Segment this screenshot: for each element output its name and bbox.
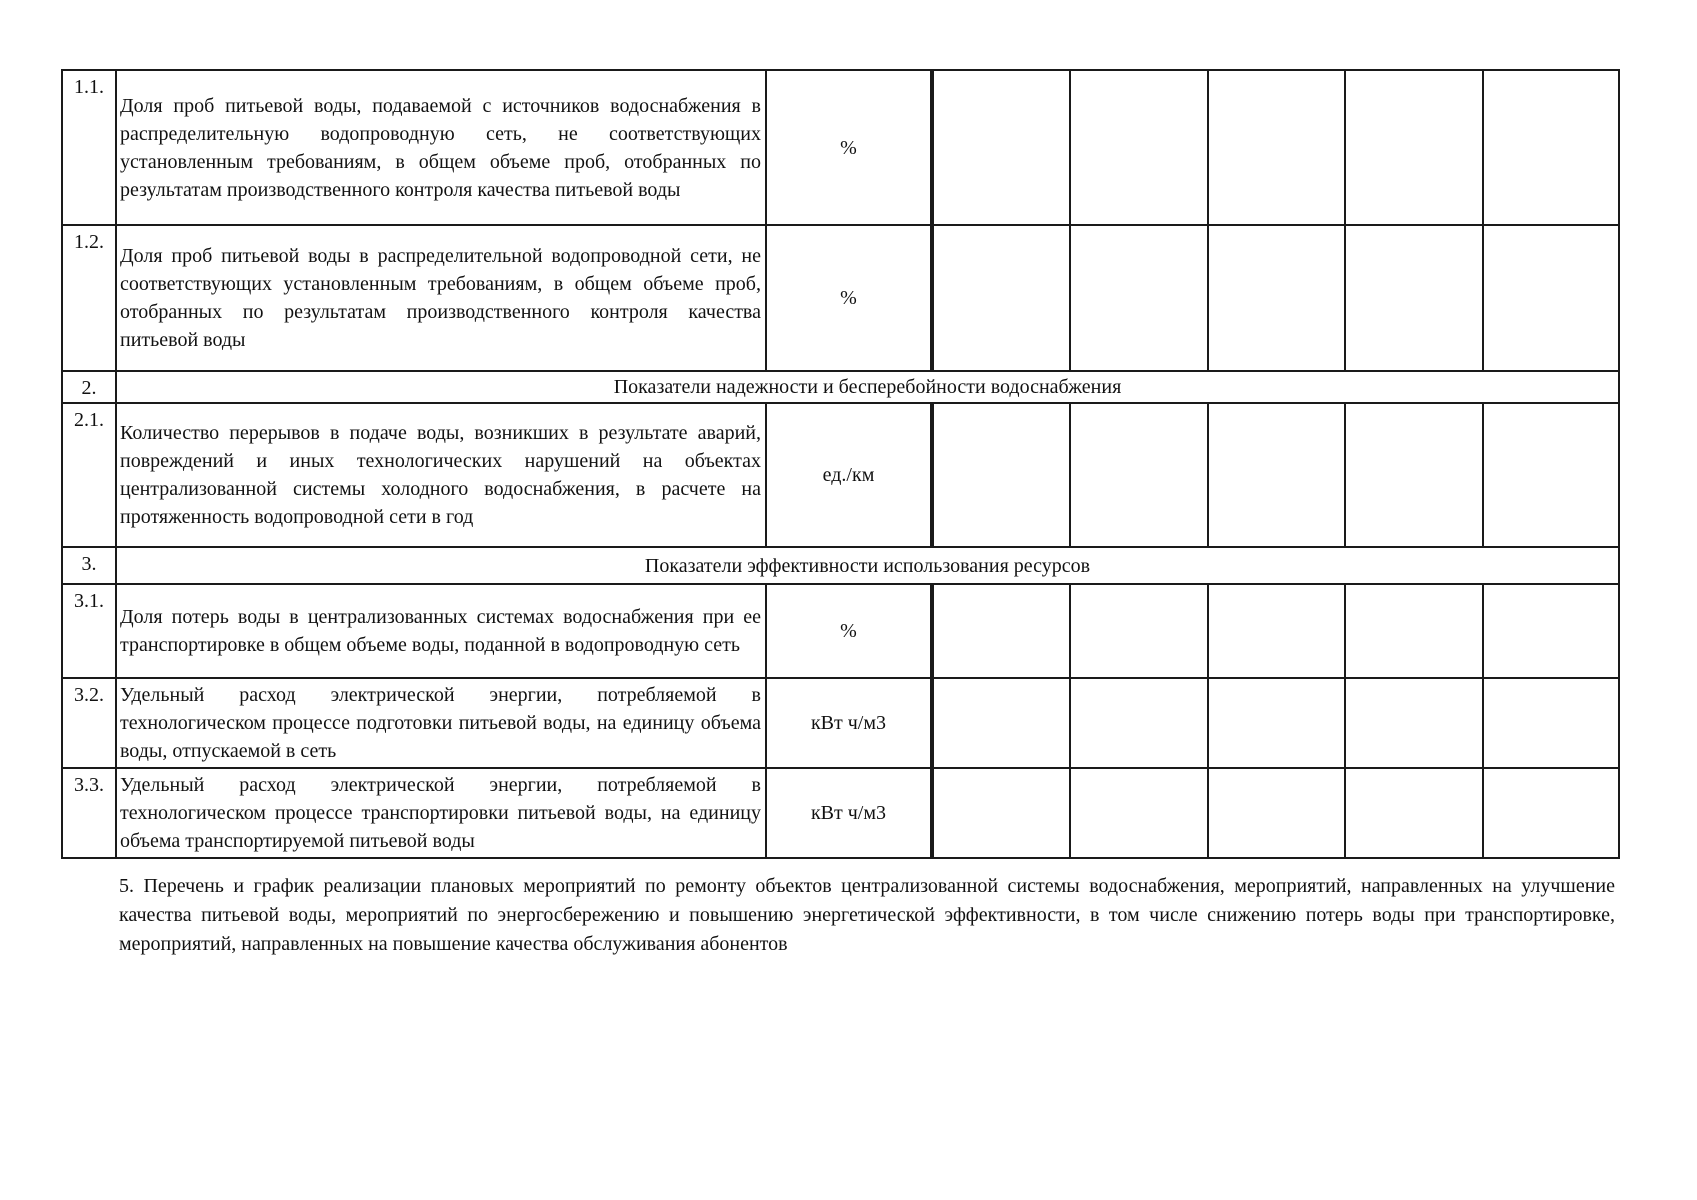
value-cell <box>933 225 1070 371</box>
row-number: 3.3. <box>62 768 116 858</box>
unit-of-measure: кВт ч/м3 <box>766 678 931 768</box>
value-cell <box>933 678 1070 768</box>
indicator-description: Доля потерь воды в централизованных системах водоснабжения при ее транспортировке в общем объеме воды, поданной в водопроводную сеть <box>116 584 766 678</box>
value-cell <box>1208 225 1345 371</box>
value-cell <box>1345 70 1483 225</box>
value-cell <box>1483 584 1619 678</box>
section-title: Показатели надежности и бесперебойности водоснабжения <box>116 371 1619 403</box>
row-number: 3.2. <box>62 678 116 768</box>
value-cell <box>1208 70 1345 225</box>
value-cell <box>1345 678 1483 768</box>
section-header-row <box>62 547 1619 584</box>
value-cell <box>1070 678 1208 768</box>
value-cell <box>1070 768 1208 858</box>
value-cell <box>933 584 1070 678</box>
row-number: 3.1. <box>62 584 116 678</box>
value-cell <box>1208 678 1345 768</box>
value-cell <box>1483 678 1619 768</box>
value-cell <box>1070 225 1208 371</box>
value-cell <box>1208 584 1345 678</box>
value-cell <box>933 768 1070 858</box>
section-number: 3. <box>62 547 116 584</box>
section-5-paragraph: 5. Перечень и график реализации плановых мероприятий по ремонту объектов централизованной системы водоснабжения, мероприятий, направленных на улучшение качества питьевой воды, мероприятий по энергосбережению и повышению энергетической эффективности, в том числе снижению потерь воды при транспортировке, мероприятий, направленных на повышение качества обслуживания абонентов <box>119 875 1615 955</box>
value-cell <box>1070 584 1208 678</box>
value-cell <box>933 70 1070 225</box>
value-cell <box>1483 70 1619 225</box>
table-row <box>62 225 1619 371</box>
unit-of-measure: % <box>766 225 931 371</box>
row-number: 1.2. <box>62 225 116 371</box>
unit-of-measure: % <box>766 70 931 225</box>
unit-of-measure: % <box>766 584 931 678</box>
unit-of-measure: ед./км <box>766 403 931 547</box>
indicator-description: Удельный расход электрической энергии, потребляемой в технологическом процессе подготовки питьевой воды, на единицу объема воды, отпускаемой в сеть <box>116 678 766 768</box>
section-title: Показатели эффективности использования ресурсов <box>116 547 1619 584</box>
indicator-description: Удельный расход электрической энергии, потребляемой в технологическом процессе транспортировки питьевой воды, на единицу объема транспортируемой питьевой воды <box>116 768 766 858</box>
value-cell <box>1483 225 1619 371</box>
value-cell <box>1483 768 1619 858</box>
value-cell <box>1208 768 1345 858</box>
indicator-description: Доля проб питьевой воды в распределительной водопроводной сети, не соответствующих установленным требованиям, в общем объеме проб, отобранных по результатам производственного контроля качества питьевой воды <box>116 225 766 371</box>
value-cell <box>1483 403 1619 547</box>
value-cell <box>1345 584 1483 678</box>
table-row <box>62 584 1619 678</box>
row-number: 2.1. <box>62 403 116 547</box>
table-row <box>62 768 1619 858</box>
value-cell <box>1345 225 1483 371</box>
section-number: 2. <box>62 371 116 403</box>
value-cell <box>1208 403 1345 547</box>
value-cell <box>1345 403 1483 547</box>
value-cell <box>1070 70 1208 225</box>
table-row <box>62 403 1619 547</box>
value-cell <box>1345 768 1483 858</box>
unit-of-measure: кВт ч/м3 <box>766 768 931 858</box>
table-row <box>62 678 1619 768</box>
indicator-description: Количество перерывов в подаче воды, возникших в результате аварий, повреждений и иных технологических нарушений на объектах централизованной системы холодного водоснабжения, в расчете на протяженность водопроводной сети в год <box>116 403 766 547</box>
indicator-description: Доля проб питьевой воды, подаваемой с источников водоснабжения в распределительную водопроводную сеть, не соответствующих установленным требованиям, в общем объеме проб, отобранных по результатам производственного контроля качества питьевой воды <box>116 70 766 225</box>
value-cell <box>1070 403 1208 547</box>
section-header-row <box>62 371 1619 403</box>
table-row <box>62 70 1619 225</box>
row-number: 1.1. <box>62 70 116 225</box>
table-body <box>62 70 1619 858</box>
value-cell <box>933 403 1070 547</box>
indicators-table <box>61 69 1620 859</box>
